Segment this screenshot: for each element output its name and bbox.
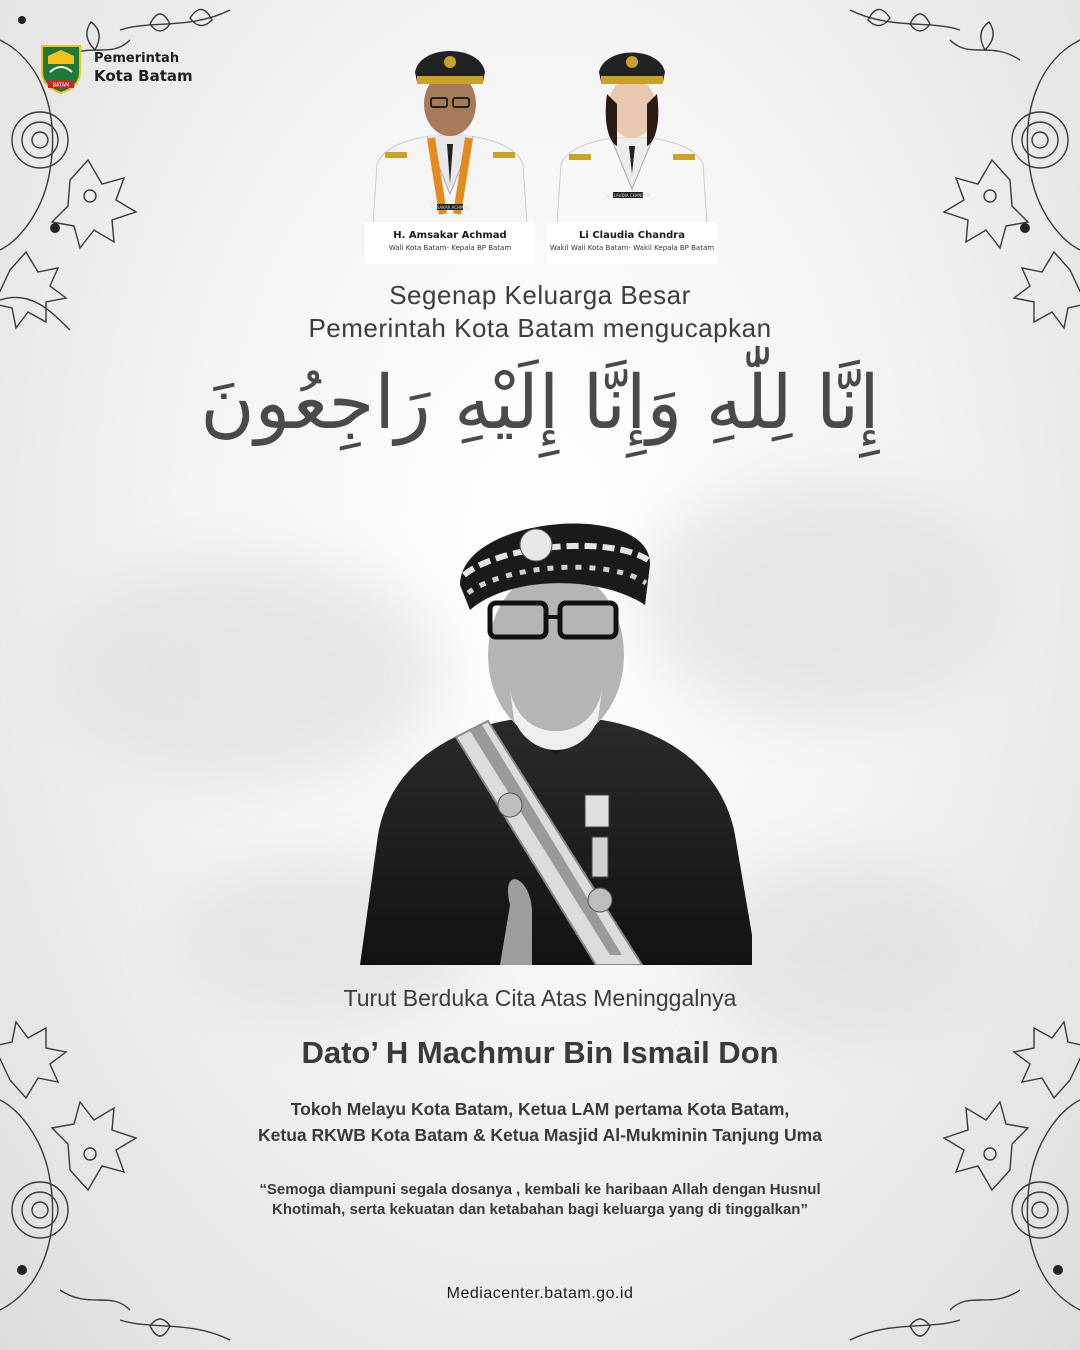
officials-banner	[365, 24, 717, 264]
arabic-calligraphy: إِنَّا لِلّٰهِ وَإِنَّا إِلَيْهِ رَاجِعُونَ	[200, 360, 880, 446]
footer-website: Mediacenter.batam.go.id	[446, 1285, 634, 1302]
official-card	[547, 222, 717, 264]
batam-emblem-icon	[40, 42, 82, 94]
condolence-text: Turut Berduka Cita Atas Meninggalnya	[343, 985, 737, 1011]
government-logo	[40, 42, 193, 94]
greeting-line-1: Segenap Keluarga Besar	[389, 280, 691, 310]
greeting-line-2: Pemerintah Kota Batam mengucapkan	[308, 313, 772, 343]
mayor-portrait	[365, 24, 535, 224]
official-role: Wali Kota Batam- Kepala BP Batam	[388, 244, 512, 252]
deceased-name: Dato’ H Machmur Bin Ismail Don	[301, 1035, 779, 1070]
brand-line-2: Kota Batam	[94, 66, 193, 85]
prayer-line-1: “Semoga diampuni segala dosanya , kembali ke haribaan Allah dengan Husnul	[259, 1181, 821, 1198]
brand-line-1: Pemerintah	[94, 50, 180, 66]
official-name: H. Amsakar Achmad	[393, 230, 507, 241]
deceased-titles-line-1: Tokoh Melayu Kota Batam, Ketua LAM pertama Kota Batam,	[290, 1099, 790, 1119]
official-vice-mayor	[547, 24, 717, 264]
official-name: Li Claudia Chandra	[579, 230, 685, 241]
deceased-portrait	[360, 505, 752, 965]
prayer-line-2: Khotimah, serta kekuatan dan ketabahan bagi keluarga yang di tinggalkan”	[272, 1201, 808, 1218]
official-card	[365, 222, 535, 264]
vice-mayor-nametag: LI CLAUDIA CHANDRA	[606, 193, 650, 198]
official-role: Wakil Wali Kota Batam- Wakil Kepala BP Batam	[549, 244, 715, 252]
official-mayor	[365, 24, 535, 264]
emblem-label: BATAM	[52, 82, 70, 89]
mayor-nametag: AMSAKAR ACHMAD	[430, 205, 470, 210]
vice-mayor-portrait	[547, 24, 717, 224]
deceased-titles-line-2: Ketua RKWB Kota Batam & Ketua Masjid Al-Mukminin Tanjung Uma	[258, 1125, 822, 1145]
